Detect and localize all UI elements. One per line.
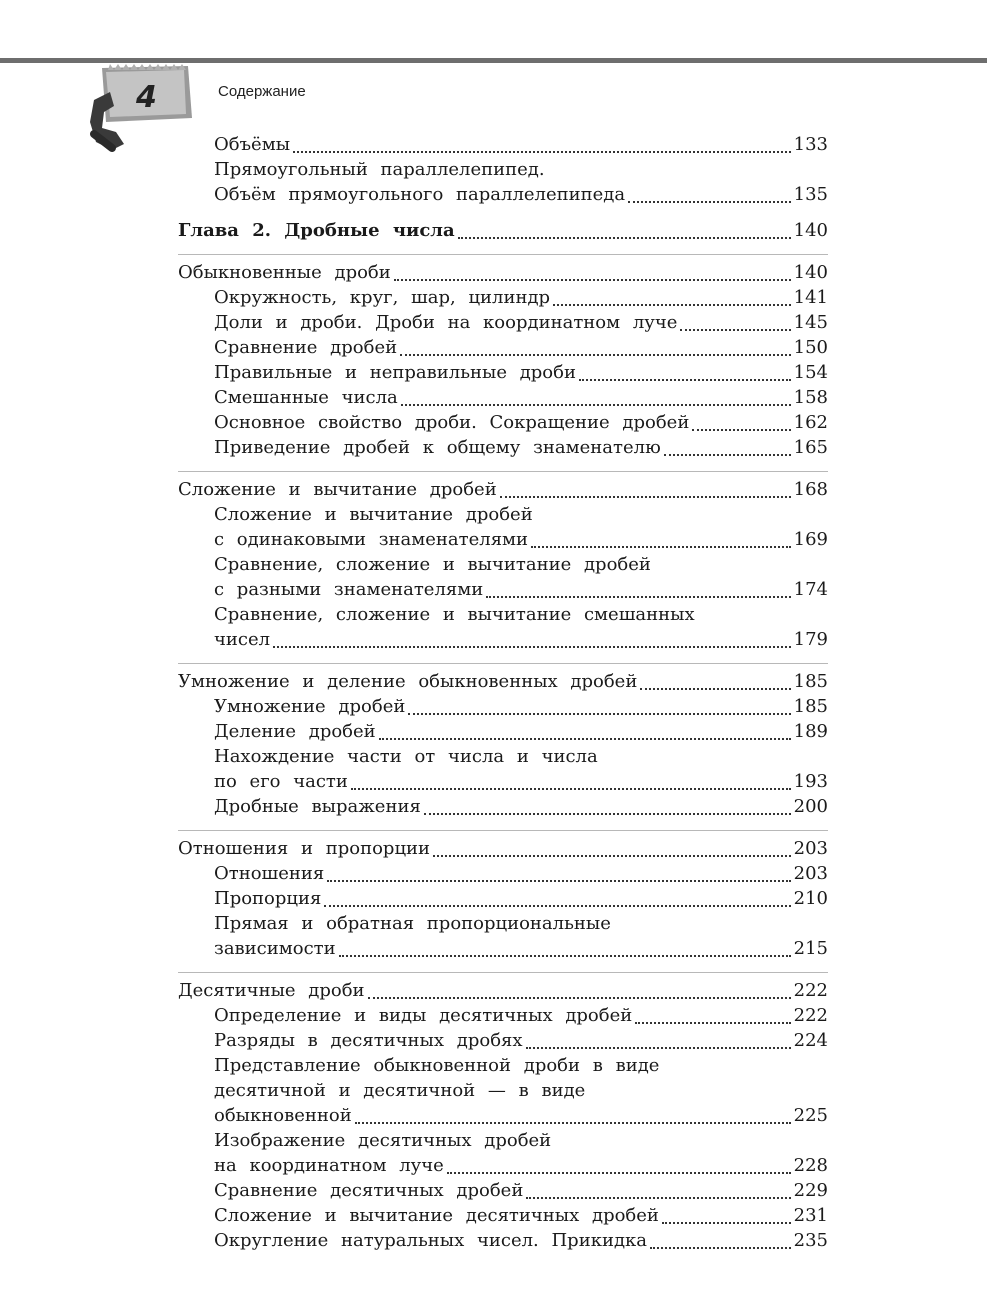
toc-entry: Объёмы 133 (214, 134, 828, 155)
toc-entry: Приведение дробей к общему знаменателю 165 (214, 437, 828, 458)
toc-entry: Дробные выражения 200 (214, 796, 828, 817)
toc-entry: Доли и дроби. Дроби на координатном луче 145 (214, 312, 828, 333)
toc-entry: Изображение десятичных дробей (214, 1130, 552, 1151)
toc-entry: десятичной и десятичной — в виде (214, 1080, 586, 1101)
toc-entry: с разными знаменателями 174 (214, 579, 828, 600)
toc-section-volumes (178, 132, 828, 207)
toc-entry: Округление натуральных чисел. Прикидка 235 (214, 1230, 828, 1251)
toc-section-title: Обыкновенные дроби 140 (178, 262, 828, 283)
toc-entry: Прямая и обратная пропорциональные (214, 913, 611, 934)
toc-entry: Прямоугольный параллелепипед. (214, 159, 545, 180)
toc-section-title: Отношения и пропорции 203 (178, 838, 828, 859)
toc-entry: Сравнение дробей 150 (214, 337, 828, 358)
toc-entry: Сравнение, сложение и вычитание дробей (214, 554, 651, 575)
toc-section-title: Умножение и деление обыкновенных дробей 185 (178, 671, 828, 692)
toc-entry: чисел 179 (214, 629, 828, 650)
page-number: 4 (136, 80, 157, 115)
toc-chapter (178, 218, 828, 243)
toc-entry: Объём прямоугольного параллелепипеда 135 (214, 184, 828, 205)
toc-section-addition (178, 471, 828, 652)
toc-entry: на координатном луче 228 (214, 1155, 828, 1176)
toc-section-ratios (178, 830, 828, 961)
toc-section-decimals (178, 972, 828, 1253)
toc-section-title: Десятичные дроби 222 (178, 980, 828, 1001)
toc-entry: с одинаковыми знаменателями 169 (214, 529, 828, 550)
table-of-contents (178, 132, 828, 1253)
toc-entry: Сложение и вычитание десятичных дробей 231 (214, 1205, 828, 1226)
toc-entry: по его части 193 (214, 771, 828, 792)
toc-entry: Нахождение части от числа и числа (214, 746, 598, 767)
toc-section-ordinary (178, 254, 828, 460)
toc-section-title: Сложение и вычитание дробей 168 (178, 479, 828, 500)
toc-entry: Основное свойство дроби. Сокращение дробей 162 (214, 412, 828, 433)
toc-section-multiplication (178, 663, 828, 819)
toc-entry: Сложение и вычитание дробей (214, 504, 533, 525)
toc-entry: Умножение дробей 185 (214, 696, 828, 717)
toc-entry: Окружность, круг, шар, цилиндр 141 (214, 287, 828, 308)
toc-entry: Смешанные числа 158 (214, 387, 828, 408)
toc-entry: Представление обыкновенной дроби в виде (214, 1055, 660, 1076)
toc-chapter-heading: Глава 2. Дробные числа 140 (178, 220, 828, 241)
toc-entry: Разряды в десятичных дробях 224 (214, 1030, 828, 1051)
toc-entry: Отношения 203 (214, 863, 828, 884)
toc-entry: Деление дробей 189 (214, 721, 828, 742)
toc-entry: Определение и виды десятичных дробей 222 (214, 1005, 828, 1026)
running-head: Содержание (218, 83, 306, 100)
toc-entry: Правильные и неправильные дроби 154 (214, 362, 828, 383)
toc-entry: Пропорция 210 (214, 888, 828, 909)
toc-entry: зависимости 215 (214, 938, 828, 959)
toc-entry: Сравнение, сложение и вычитание смешанных (214, 604, 695, 625)
toc-entry: Сравнение десятичных дробей 229 (214, 1180, 828, 1201)
toc-entry: обыкновенной 225 (214, 1105, 828, 1126)
